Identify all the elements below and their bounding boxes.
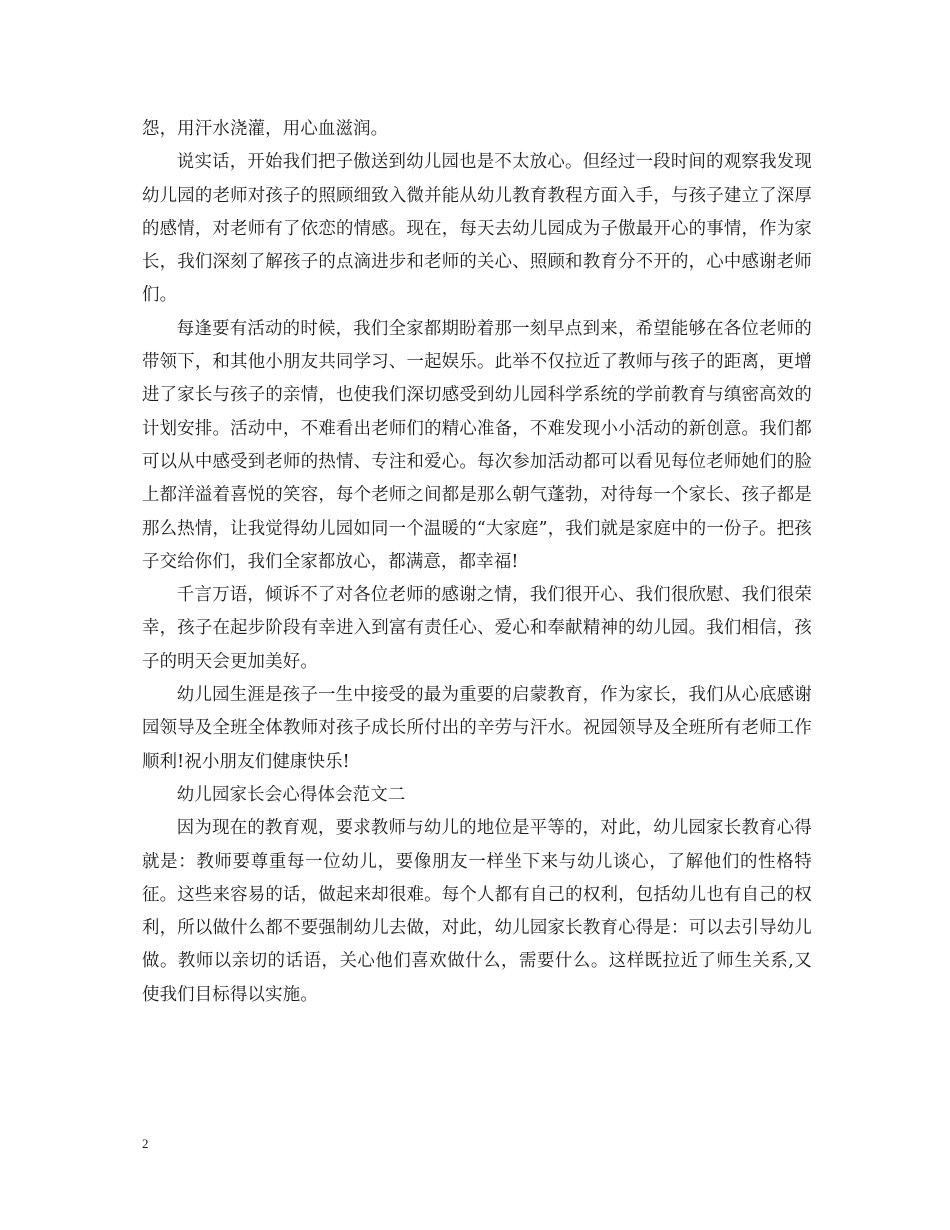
paragraph: 幼儿园生涯是孩子一生中接受的最为重要的启蒙教育，作为家长，我们从心底感谢园领导及全班全体教师对孩子成长所付出的辛劳与汗水。祝园领导及全班所有老师工作顺利!祝小朋友们健康快乐!: [142, 685, 812, 772]
paragraph: 每逢要有活动的时候，我们全家都期盼着那一刻早点到来，希望能够在各位老师的带领下，和其他小朋友共同学习、一起娱乐。此举不仅拉近了教师与孩子的距离，更增进了家长与孩子的亲情，也使我们深切感受到幼儿园科学系统的学前教育与缜密高效的计划安排。活动中，不难看出老师们的精心准备，不难发现小小活动的新创意。我们都可以从中感受到老师的热情、专注和爱心。每次参加活动都可以看见每位老师她们的脸上都洋溢着喜悦的笑容，每个老师之间都是那么朝气蓬勃，对待每一个家长、孩子都是那么热情，让我觉得幼儿园如同一个温暖的“大家庭”，我们就是家庭中的一份子。把孩子交给你们，我们全家都放心，都满意，都幸福!: [142, 318, 812, 572]
paragraph-continuation: 怨，用汗水浇灌，用心血滋润。: [142, 119, 389, 139]
page-number: 2: [142, 1136, 149, 1151]
body-text: [142, 113, 812, 1012]
paragraph: 因为现在的教育观，要求教师与幼儿的地位是平等的，对此，幼儿园家长教育心得就是：教师要尊重每一位幼儿，要像朋友一样坐下来与幼儿谈心，了解他们的性格特征。这些来容易的话，做起来却很难。每个人都有自己的权利，包括幼儿也有自己的权利，所以做什么都不要强制幼儿去做，对此，幼儿园家长教育心得是：可以去引导幼儿做。教师以亲切的话语，关心他们喜欢做什么，需要什么。这样既拉近了师生关系,又使我们目标得以实施。: [142, 818, 812, 1005]
paragraph: 说实话，开始我们把子傲送到幼儿园也是不太放心。但经过一段时间的观察我发现幼儿园的老师对孩子的照顾细致入微并能从幼儿教育教程方面入手，与孩子建立了深厚的感情，对老师有了依恋的情感。现在，每天去幼儿园成为子傲最开心的事情，作为家长，我们深刻了解孩子的点滴进步和老师的关心、照顾和教育分不开的，心中感谢老师们。: [142, 152, 812, 306]
section-heading: 幼儿园家长会心得体会范文二: [176, 784, 406, 805]
paragraph: 千言万语，倾诉不了对各位老师的感谢之情，我们很开心、我们很欣慰、我们很荣幸，孩子在起步阶段有幸进入到富有责任心、爱心和奉献精神的幼儿园。我们相信，孩子的明天会更加美好。: [142, 585, 812, 672]
